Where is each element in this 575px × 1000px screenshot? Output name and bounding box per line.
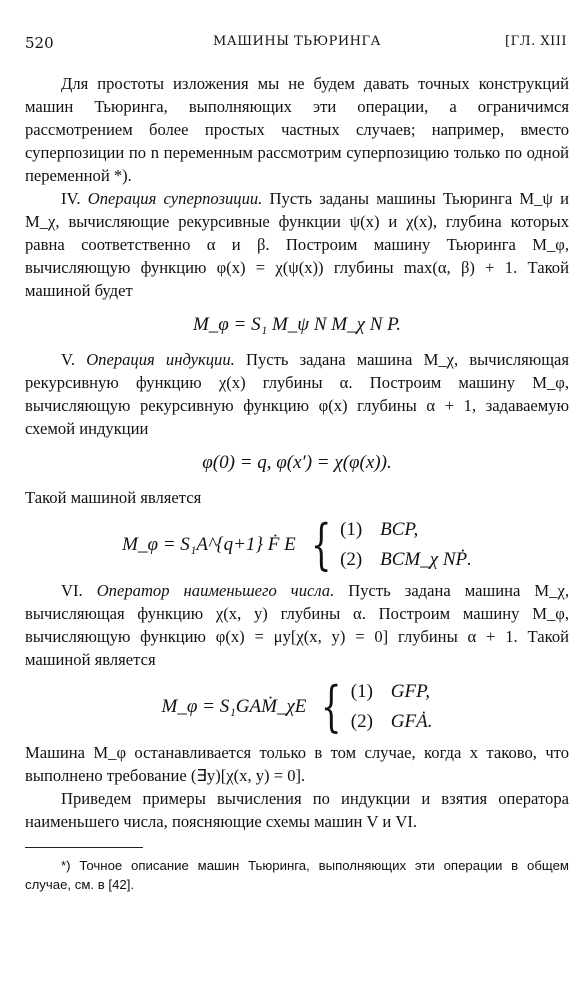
left-brace: {	[321, 675, 342, 738]
section-v-paragraph	[25, 348, 569, 440]
superposition-formula: M_φ = S₁ M_ψ N M_χ N P.	[192, 314, 402, 335]
system-case: (2) GFȦ.	[350, 711, 433, 732]
system-case: (1) BCP,	[340, 519, 419, 540]
footnote-divider	[25, 847, 143, 848]
section-iv-text: Пусть заданы машины Тьюринга M_ψ и M_χ, вычисляющие рекурсивные функции ψ(x) и χ(x), глубина которых равна соответственно α и β. Построим машину Тьюринга M_φ, вычисляющую функцию φ(x) = χ(ψ(x)) глубины max(α, β) + 1. Такой машиной будет	[25, 189, 569, 300]
section-iv-number: IV.	[61, 189, 81, 208]
page	[25, 22, 569, 894]
section-vi-paragraph	[25, 579, 569, 671]
section-vi-number: VI.	[61, 581, 83, 600]
section-v-text: Пусть задана машина M_χ, вычисляющая рекурсивную функцию χ(x) глубины α. Построим машину M_φ, вычисляющую рекурсивную функцию φ(x) глубины α + 1, задаваемую схемой индукции	[25, 350, 569, 438]
section-v-heading: Операция индукции.	[86, 350, 235, 369]
running-title: МАШИНЫ ТЬЮРИНГА	[213, 34, 381, 49]
system-lhs: M_φ = S₁GAṀ_χE	[161, 696, 307, 717]
chapter-label: [ГЛ. XIII	[505, 34, 567, 49]
section-iv-paragraph	[25, 187, 569, 302]
left-brace: {	[310, 513, 332, 576]
section-v-number: V.	[61, 350, 75, 369]
footnote: *) Точное описание машин Тьюринга, выполняющих эти операции в общем случае, см. в [42].	[25, 858, 569, 892]
section-vi-heading: Оператор наименьшего числа.	[96, 581, 335, 600]
system-case: (2) BCM_χ NṖ.	[340, 549, 472, 570]
page-number: 520	[25, 34, 54, 52]
section-vi-text: Пусть задана машина M_χ, вычисляющая функцию χ(x, y) глубины α. Построим машину M_φ, вычисляющую функцию φ(x) = μy[χ(x, y) = 0] глубины α + 1. Такой машиной является	[25, 581, 569, 669]
system-case: (1) GFP,	[350, 681, 431, 702]
induction-machine-system	[25, 515, 569, 575]
section-iv-heading: Операция суперпозиции.	[87, 189, 263, 208]
closing-paragraph: Приведем примеры вычисления по индукции и взятия оператора наименьшего числа, поясняющие схемы машин V и VI.	[25, 789, 569, 831]
section-vi-after: Машина M_φ останавливается только в том случае, когда x таково, что выполнено требование (∃y)[χ(x, y) = 0].	[25, 743, 569, 785]
induction-scheme-formula: φ(0) = q, φ(x′) = χ(φ(x)).	[202, 452, 392, 473]
system-lhs: M_φ = S₁A^{q+1} Ḟ E	[122, 534, 296, 555]
least-number-machine-system	[25, 677, 569, 737]
intro-paragraph: Для простоты изложения мы не будем давать точных конструкций машин Тьюринга, выполняющих эти операции, а ограничимся рассмотрением более простых частных случаев; например, вместо суперпозиции по n переменным рассмотрим суперпозицию только по одной переменной *).	[25, 74, 569, 185]
section-v-after: Такой машиной является	[25, 488, 202, 507]
running-header	[25, 22, 569, 50]
